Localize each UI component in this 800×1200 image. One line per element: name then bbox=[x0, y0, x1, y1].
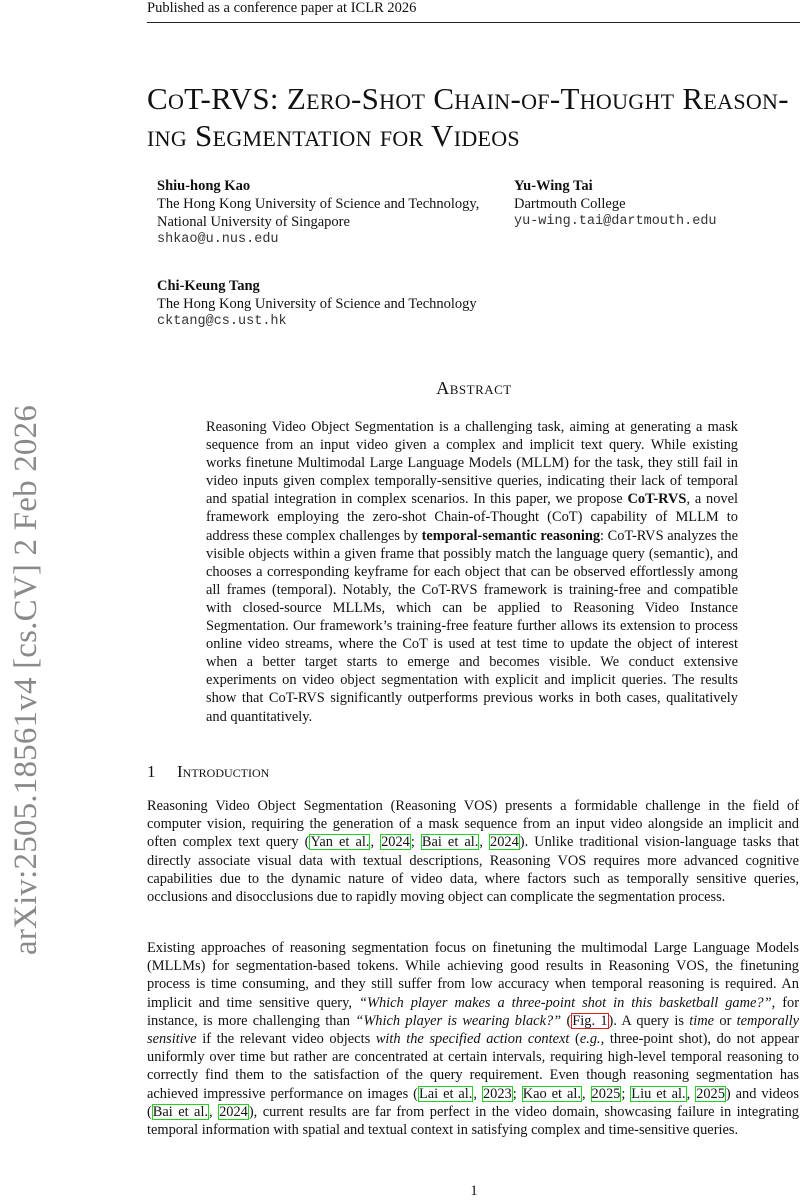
author-name: Yu-Wing Tai bbox=[514, 178, 593, 194]
figure-ref-link[interactable]: Fig. 1 bbox=[572, 1012, 608, 1029]
citation-link[interactable]: Lai et al. bbox=[418, 1085, 473, 1102]
author-name: Chi-Keung Tang bbox=[157, 278, 260, 294]
page-number: 1 bbox=[470, 1183, 478, 1199]
citation-link[interactable]: Yan et al. bbox=[310, 834, 370, 851]
citation-link[interactable]: Liu et al. bbox=[631, 1085, 686, 1102]
abstract-text: Reasoning Video Object Segmentation is a challenging task, aiming at generating a mask sequence from an input video given a complex and implicit text query. While existing works finetune Multimodal Large Language Models (MLLM) for the task, they still fail in video inputs given complex temporally-sensitive queries, indicating their lack of temporal and spatial integration in complex scenarios. In this paper, we propose bbox=[206, 419, 738, 508]
author-affiliation: National University of Singapore bbox=[157, 214, 350, 230]
abstract-bold-method: CoT-RVS bbox=[627, 491, 687, 508]
arxiv-stamp: arXiv:2505.18561v4 [cs.CV] 2 Feb 2026 bbox=[8, 404, 44, 955]
emphasis: temporally sensitive bbox=[147, 1012, 800, 1048]
author-affiliation: Dartmouth College bbox=[514, 196, 626, 212]
emphasis: with the specified action context bbox=[375, 1031, 570, 1048]
author-email[interactable]: shkao@u.nus.edu bbox=[157, 232, 279, 247]
citation-link[interactable]: 2025 bbox=[591, 1085, 621, 1102]
author-email[interactable]: yu-wing.tai@dartmouth.edu bbox=[514, 214, 717, 229]
paragraph-text: , for instance, is more challenging than bbox=[147, 994, 799, 1029]
citation-link[interactable]: 2024 bbox=[219, 1103, 248, 1120]
example-query: “Which player is wearing black?” bbox=[355, 1012, 562, 1029]
abstract-text: , a novel framework employing the zero-shot Chain-of-Thought (CoT) capability of MLLM to address these complex challenges by bbox=[206, 491, 738, 544]
author-affiliation: The Hong Kong University of Science and Technology, bbox=[157, 196, 480, 212]
citation-link[interactable]: Bai et al. bbox=[152, 1103, 209, 1120]
title-line-1: CoT-RVS: Zero-Shot Chain-of-Thought Reason- bbox=[147, 81, 789, 116]
citation-link[interactable]: 2024 bbox=[490, 834, 519, 851]
abstract-body bbox=[206, 418, 738, 726]
author-block-tang bbox=[157, 277, 477, 331]
author-block-tai bbox=[514, 177, 717, 231]
section-title: Introduction bbox=[177, 762, 270, 781]
citation-link[interactable]: 2023 bbox=[482, 1085, 512, 1102]
author-email[interactable]: cktang@cs.ust.hk bbox=[157, 314, 287, 329]
paragraph-text: ). Unlike traditional vision-language tasks that directly associate visual data with textual descriptions, Reasoning VOS requires more advanced cognitive capabilities due to the dynamic nature of video data, where factors such as temporally sensitive queries, occlusions and disocclusions due to rapidly moving object can complicate the segmentation process. bbox=[147, 834, 799, 906]
title-line-2: ing Segmentation for Videos bbox=[147, 118, 520, 153]
paragraph-text: ), current results are far from perfect in the video domain, showcasing failure in integrating temporal information with spatial and textual context in satisfying complex and time-sensitive queries. bbox=[147, 1103, 799, 1139]
intro-paragraph-1: Reasoning Video Object Segmentation (Reasoning VOS) presents a formidable challenge in the field of computer vision, requiring the generation of a mask sequence from an input video alongside an implicit and often complex text query (Yan et al., 2024; Bai et al., 2024). Unlike traditional vision-language tasks that directly associate visual data with textual descriptions, Reasoning VOS requires more advanced cognitive capabilities due to the dynamic nature of video data, where factors such as temporally sensitive queries, occlusions and disocclusions due to rapidly moving object can complicate the segmentation process. bbox=[147, 798, 799, 906]
running-header: Published as a conference paper at ICLR 2026 bbox=[147, 0, 800, 23]
paragraph-text: Existing approaches of reasoning segmentation focus on finetuning the multimodal Large Language Models (MLLMs) for segmentation-based tokens. While achieving good results in Reasoning VOS, the finetuning process is time consuming, and they still suffer from low accuracy when temporal reasoning is required. An implicit and time sensitive query, bbox=[147, 940, 799, 1011]
paragraph-text: Reasoning Video Object Segmentation (Reasoning VOS) presents a formidable challenge in the field of computer vision, requiring the generation of a mask sequence from an input video alongside an implicit and often complex text query ( bbox=[147, 798, 799, 851]
author-name: Shiu-hong Kao bbox=[157, 178, 251, 194]
paragraph-text: or bbox=[714, 1012, 737, 1029]
paper-title bbox=[147, 80, 800, 154]
abstract-bold-term: temporal-semantic reasoning bbox=[421, 527, 601, 544]
emphasis: e.g., bbox=[579, 1031, 605, 1048]
citation-link[interactable]: Kao et al. bbox=[522, 1085, 581, 1102]
paragraph-text: ). A query is bbox=[608, 1012, 690, 1029]
citation-link[interactable]: 2025 bbox=[696, 1085, 725, 1102]
author-block-kao bbox=[157, 177, 479, 249]
abstract-text: : CoT-RVS analyzes the visible objects within a given frame that possibly match the language query (semantic), and chooses a corresponding keyframe for each object that can be observed effortlessly among all frames (temporal). Notably, the CoT-RVS framework is training-free and compatible with closed-source MLLMs, which can be applied to Reasoning Video Instance Segmentation. Our framework’s training-free feature further allows its extension to process online video streams, where the CoT is used at test time to update the object of interest when a better target starts to emerge and becomes visible. We conduct extensive experiments on video object segmentation with explicit and implicit queries. The results show that CoT-RVS significantly outperforms previous works in both cases, qualitatively and quantitatively. bbox=[206, 527, 738, 725]
example-query: “Which player makes a three-point shot in this basketball game?” bbox=[358, 994, 772, 1011]
citation-link[interactable]: Bai et al. bbox=[421, 834, 479, 851]
section-heading-introduction bbox=[147, 762, 269, 782]
emphasis: time bbox=[689, 1012, 715, 1029]
abstract-heading: Abstract bbox=[436, 378, 512, 398]
paragraph-text: if the relevant video objects bbox=[196, 1031, 376, 1048]
author-affiliation: The Hong Kong University of Science and Technology bbox=[157, 296, 477, 312]
section-number: 1 bbox=[147, 762, 156, 781]
intro-paragraph-2: Existing approaches of reasoning segmentation focus on finetuning the multimodal Large Language Models (MLLMs) for segmentation-based tokens. While achieving good results in Reasoning VOS, the finetuning process is time consuming, and they still suffer from low accuracy when temporal reasoning is required. An implicit and time sensitive query, “Which player makes a three-point shot in this basketball game?”, for instance, is more challenging than “Which player is wearing black?” (Fig. 1). A query is time or temporally sensitive if the relevant video objects with the specified action context (e.g., three-point shot), do not appear uniformly over time but rather are concentrated at certain intervals, requiring high-level temporal reasoning to correctly find them to the satisfaction of the query requirement. Even though reasoning segmentation has achieved impressive performance on images (Lai et al., 2023; Kao et al., 2025; Liu et al., 2025) and videos (Bai et al., 2024), current results are far from perfect in the video domain, showcasing failure in integrating temporal information with spatial and textual context in satisfying complex and time-sensitive queries. bbox=[147, 940, 800, 1139]
paragraph-text: ( bbox=[561, 1012, 572, 1029]
paragraph-text: three-point shot), do not appear uniformly over time but rather are concentrated at certain intervals, requiring high-level temporal reasoning to correctly find them to the satisfaction of the query requirement. Even though reasoning segmentation has achieved impressive performance on images ( bbox=[147, 1031, 800, 1102]
citation-link[interactable]: 2024 bbox=[381, 834, 410, 851]
paragraph-text: ) and videos ( bbox=[147, 1085, 799, 1120]
paragraph-text: ( bbox=[569, 1031, 580, 1048]
